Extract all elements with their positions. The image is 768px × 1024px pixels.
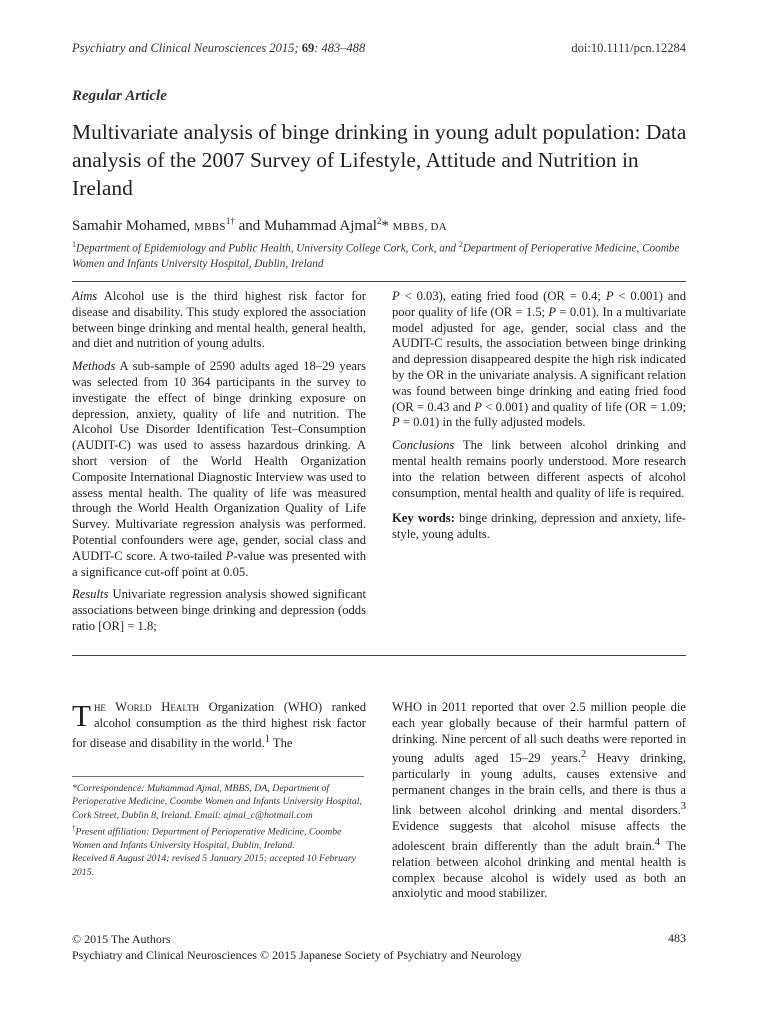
correspondence-note: *Correspondence: Muhammad Ajmal, MBBS, DA, Department of Perioperative Medicine, Coombe Women and Infants University Hospital, Cork Street, Dublin 8, Ireland. Email: ajmal_c@hotmail.com — [72, 783, 362, 821]
journal-pages: : 483–488 — [314, 41, 366, 55]
affiliations — [72, 237, 692, 272]
corresponding-author-mark: * — [381, 218, 389, 234]
abstract-results — [72, 587, 366, 634]
reference-3[interactable]: 3 — [680, 800, 686, 812]
page-number: 483 — [668, 931, 686, 945]
reference-1[interactable]: 1 — [264, 733, 270, 745]
reference-4[interactable]: 4 — [654, 836, 661, 848]
footnotes — [72, 782, 364, 879]
aims-label: Aims — [72, 289, 98, 303]
article-title: Multivariate analysis of binge drinking in young adult population: Data analysis of the 2007 Survey of Lifestyle, Attitude and Nutrition in Ireland — [72, 120, 687, 200]
results-text-c: < 0.001) and poor quality of life (OR = 1.5; — [392, 289, 687, 319]
results-label: Results — [72, 587, 109, 602]
intro-left-text-b: The — [269, 735, 293, 750]
present-affiliation-mark: † — [72, 824, 76, 833]
author-2-degree: MBBS, DA — [392, 221, 448, 233]
methods-text-1: A sub-sample of 2590 adults aged 18–29 years was selected from 10 364 participants in the survey to investigate the effect of binge drinking exposure on depression, anxiety, quality of life and nutrition. The Alcohol Use Disorder Identification Test–Consumption (AUDIT-C) was used to assess hazardous drinking. A short version of the World Health Organization Composite International Diagnostic Interview was used to assess mental health. The quality of life was measured through the World Health Organization Quality of Life Survey. Multivariate regression analysis was performed. Potential confounders were age, gender, social class and AUDIT-C score. A two-tailed — [72, 359, 366, 563]
intro-right-text-c: Evidence suggests that alcohol misuse affects the adolescent brain differently than the adult brain. — [392, 818, 686, 853]
intro-right-text-d: The relation between alcohol drinking and mental health is complex because alcohol is widely used as both an anxiolytic and mood stabilizer. — [392, 838, 686, 901]
methods-p-symbol: P — [225, 548, 234, 563]
page-footer — [72, 931, 522, 963]
society-line: Psychiatry and Clinical Neurosciences © 2015 Japanese Society of Psychiatry and Neurology — [72, 948, 523, 962]
affiliation-1-text: Department of Epidemiology and Public Health, University College Cork, Cork, and — [76, 242, 459, 255]
abstract-left-column — [72, 289, 366, 635]
results-text-b: < 0.03), eating fried food (OR = 0.4; — [399, 289, 606, 303]
abstract-top-rule — [72, 281, 686, 282]
author-2-affiliation-mark: 2 — [376, 216, 382, 226]
keywords-text: binge drinking, depression and anxiety, life-style, young adults. — [392, 511, 686, 542]
results-p-3: P — [548, 304, 557, 319]
affiliation-2-text: Department of Perioperative Medicine, Coombe Women and Infants University Hospital, Dublin, Ireland — [72, 242, 680, 270]
abstract-methods — [72, 359, 366, 580]
results-text-e: < 0.001) and quality of life (OR = 1.09; — [481, 399, 687, 414]
results-p-4: P — [474, 399, 482, 414]
running-header — [72, 41, 365, 56]
conclusions-text: The link between alcohol drinking and mental health remains poorly understood. More research into the relation between different aspects of alcohol consumption, mental health and quality of life is required. — [392, 438, 686, 500]
footnote-rule — [72, 776, 364, 777]
journal-citation: Psychiatry and Clinical Neurosciences 2015; — [72, 41, 299, 55]
results-p-1: P — [392, 289, 400, 303]
keywords-label: Key words: — [392, 511, 455, 526]
author-2-name: Muhammad Ajmal — [264, 218, 377, 234]
reference-2[interactable]: 2 — [580, 749, 587, 761]
present-affiliation-note — [72, 822, 364, 852]
methods-label: Methods — [72, 359, 116, 374]
received-dates: Received 8 August 2014; revised 5 January 2015; accepted 10 February 2015. — [72, 853, 357, 878]
present-affiliation-text: Present affiliation: Department of Perioperative Medicine, Coombe Women and Infants University Hospital, Dublin, Ireland. — [72, 826, 342, 851]
conclusions-label: Conclusions — [392, 438, 455, 453]
intro-left-text-a: Organization (WHO) ranked alcohol consumption as the third highest risk factor for disease and disability in the world. — [72, 700, 366, 750]
keywords — [392, 511, 686, 543]
intro-right-column — [392, 700, 686, 902]
abstract-conclusions — [392, 438, 686, 501]
results-p-5: P — [392, 415, 400, 430]
intro-right-text-a: WHO in 2011 reported that over 2.5 million people die each year globally because of their harmful pattern of drinking. Nine percent of all such deaths were reported in young adults aged 15–29 years. — [392, 700, 686, 766]
results-text-d: = 0.01). In a multivariate model adjusted for age, gender, social class and the AUDIT-C results, the association between binge drinking and depression disappeared despite the high risk indicated by the OR in the univariate analysis. A significant relation was found between binge drinking and eating fried food (OR = 0.43 and — [392, 304, 687, 414]
copyright-line: © 2015 The Authors — [72, 932, 171, 946]
abstract-right-column — [392, 289, 686, 550]
intro-right-text-b: Heavy drinking, particularly in young adults, causes extensive and permanent changes in the brain cells, and there is thus a link between alcohol drinking and mental disorders. — [392, 751, 686, 818]
article-type: Regular Article — [72, 88, 167, 104]
author-1-name: Samahir Mohamed, — [72, 218, 191, 234]
drop-cap: T — [72, 698, 91, 733]
results-text-f: = 0.01) in the fully adjusted models. — [399, 415, 586, 430]
abstract-results-continued — [392, 289, 686, 431]
results-text-a: Univariate regression analysis showed significant associations between binge drinking and depression (odds ratio [OR] = 1.8; — [72, 587, 366, 633]
author-conjunction: and — [238, 218, 261, 234]
affiliation-1-mark: 1 — [72, 240, 76, 249]
methods-text-2: -value was presented with a significance cut-off point at 0.05. — [72, 548, 367, 579]
abstract-bottom-rule — [72, 655, 686, 656]
author-1-affiliation-mark: 1† — [225, 216, 235, 226]
affiliation-2-mark: 2 — [458, 240, 463, 249]
author-1-degree: MBBS — [194, 221, 226, 233]
author-list — [72, 216, 447, 235]
journal-volume: 69 — [301, 41, 315, 55]
abstract-aims — [72, 289, 366, 352]
intro-left-column — [72, 700, 366, 752]
doi-link[interactable]: doi:10.1111/pcn.12284 — [571, 41, 686, 55]
intro-smallcaps: he World Health — [93, 700, 200, 714]
aims-text: Alcohol use is the third highest risk factor for disease and disability. This study explored the association between binge drinking and mental health, general health, and diet and nutrition of young adults. — [72, 289, 366, 351]
results-p-2: P — [605, 289, 614, 303]
